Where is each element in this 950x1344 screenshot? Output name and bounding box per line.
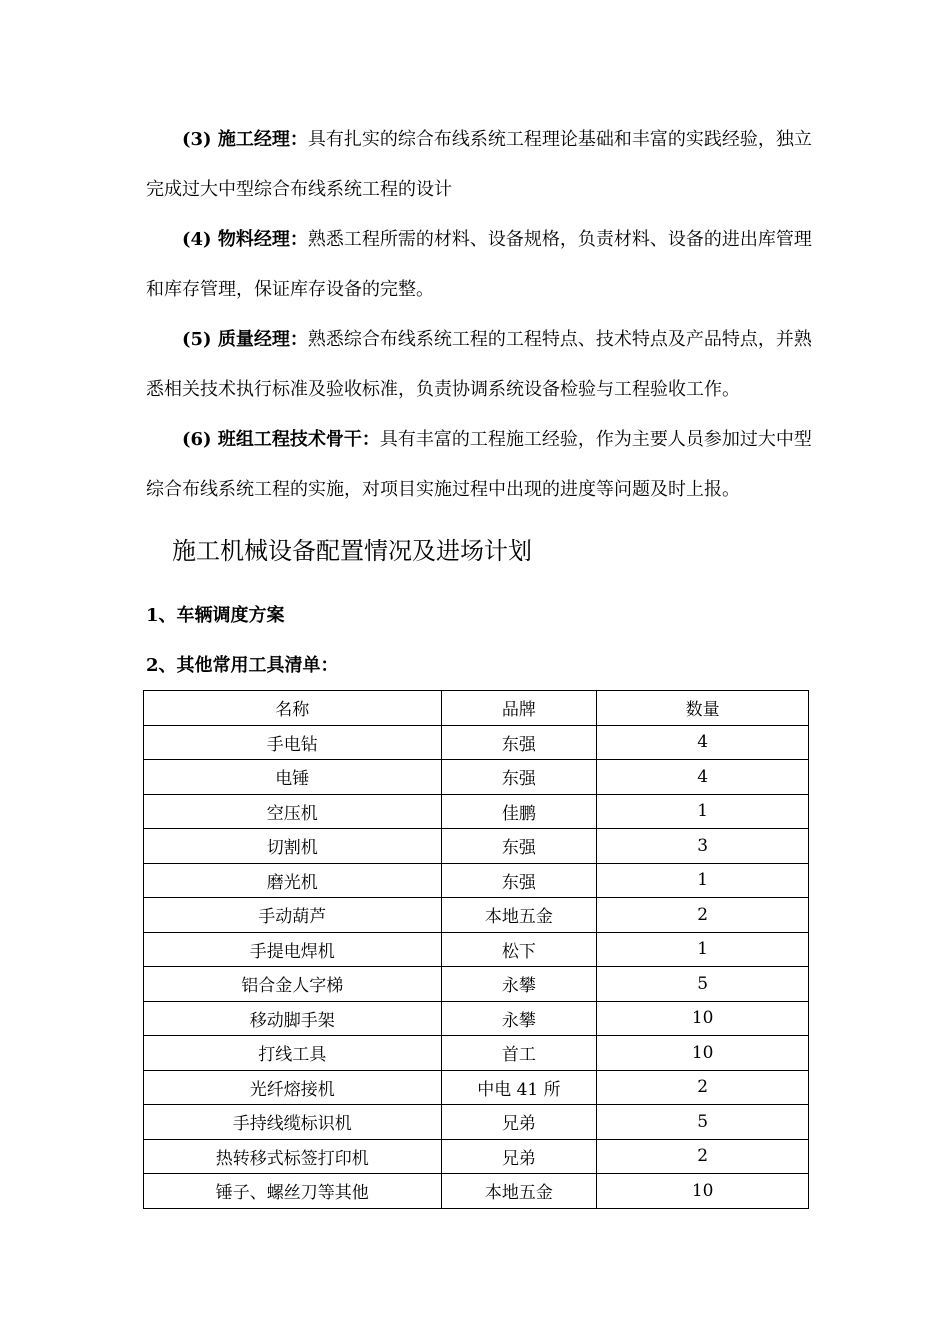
paragraph-text: 熟悉工程所需的材料、设备规格，负责材料、设备的进出库管理和库存管理，保证库存设备的完整。 — [146, 229, 812, 300]
cell-quantity: 3 — [597, 829, 809, 864]
cell-brand: 本地五金 — [441, 898, 597, 933]
paragraph-text: 具有丰富的工程施工经验，作为主要人员参加过大中型综合布线系统工程的实施，对项目实施过程中出现的进度等问题及时上报。 — [146, 429, 812, 500]
cell-name: 磨光机 — [144, 863, 442, 898]
cell-name: 电锤 — [144, 760, 442, 795]
paragraph-text: 熟悉综合布线系统工程的工程特点、技术特点及产品特点，并熟悉相关技术执行标准及验收标准，负责协调系统设备检验与工程验收工作。 — [146, 329, 812, 400]
cell-brand: 佳鹏 — [441, 794, 597, 829]
paragraph-text: 具有扎实的综合布线系统工程理论基础和丰富的实践经验，独立完成过大中型综合布线系统工程的设计 — [146, 129, 812, 200]
cell-quantity: 1 — [597, 932, 809, 967]
cell-brand: 东强 — [441, 863, 597, 898]
paragraph-label: (5) 质量经理： — [182, 329, 308, 350]
cell-name: 锤子、螺丝刀等其他 — [144, 1174, 442, 1209]
paragraph-quality-manager — [146, 315, 814, 415]
section-heading: 施工机械设备配置情况及进场计划 — [172, 537, 532, 565]
cell-quantity: 10 — [597, 1001, 809, 1036]
cell-name: 空压机 — [144, 794, 442, 829]
cell-brand: 首工 — [441, 1036, 597, 1071]
subheading-tool-list: 2、其他常用工具清单： — [146, 655, 339, 676]
cell-brand: 本地五金 — [441, 1174, 597, 1209]
cell-name: 切割机 — [144, 829, 442, 864]
paragraph-label: (4) 物料经理： — [182, 229, 308, 250]
cell-brand: 永攀 — [441, 967, 597, 1002]
table-row — [144, 898, 809, 933]
cell-brand: 东强 — [441, 829, 597, 864]
cell-name: 手持线缆标识机 — [144, 1105, 442, 1140]
cell-brand: 中电 41 所 — [441, 1070, 597, 1105]
cell-brand: 兄弟 — [441, 1105, 597, 1140]
cell-name: 手动葫芦 — [144, 898, 442, 933]
table-row — [144, 932, 809, 967]
cell-name: 光纤熔接机 — [144, 1070, 442, 1105]
paragraph-team-technical-backbone — [146, 415, 814, 515]
table-row — [144, 1174, 809, 1209]
cell-name: 移动脚手架 — [144, 1001, 442, 1036]
cell-quantity: 4 — [597, 725, 809, 760]
cell-quantity: 1 — [597, 863, 809, 898]
paragraph-construction-manager — [146, 115, 814, 215]
cell-quantity: 2 — [597, 898, 809, 933]
cell-quantity: 10 — [597, 1036, 809, 1071]
cell-brand: 永攀 — [441, 1001, 597, 1036]
tools-table — [143, 690, 809, 1209]
cell-brand: 东强 — [441, 760, 597, 795]
header-name: 名称 — [144, 691, 442, 726]
cell-quantity: 2 — [597, 1070, 809, 1105]
cell-name: 热转移式标签打印机 — [144, 1139, 442, 1174]
cell-quantity: 10 — [597, 1174, 809, 1209]
table-row — [144, 1036, 809, 1071]
cell-quantity: 1 — [597, 794, 809, 829]
cell-brand: 松下 — [441, 932, 597, 967]
cell-brand: 兄弟 — [441, 1139, 597, 1174]
table-row — [144, 1105, 809, 1140]
paragraph-materials-manager — [146, 215, 814, 315]
cell-quantity: 5 — [597, 967, 809, 1002]
cell-name: 铝合金人字梯 — [144, 967, 442, 1002]
table-row — [144, 967, 809, 1002]
paragraph-label: (6) 班组工程技术骨干： — [182, 429, 380, 450]
cell-brand: 东强 — [441, 725, 597, 760]
table-row — [144, 1139, 809, 1174]
header-quantity: 数量 — [597, 691, 809, 726]
table-row — [144, 1070, 809, 1105]
table-header-row — [144, 691, 809, 726]
cell-name: 打线工具 — [144, 1036, 442, 1071]
table-row — [144, 794, 809, 829]
cell-quantity: 5 — [597, 1105, 809, 1140]
table-row — [144, 725, 809, 760]
table-row — [144, 1001, 809, 1036]
cell-quantity: 4 — [597, 760, 809, 795]
table-row — [144, 863, 809, 898]
cell-name: 手电钻 — [144, 725, 442, 760]
paragraph-label: (3) 施工经理： — [182, 129, 308, 150]
table-row — [144, 829, 809, 864]
cell-name: 手提电焊机 — [144, 932, 442, 967]
cell-quantity: 2 — [597, 1139, 809, 1174]
header-brand: 品牌 — [441, 691, 597, 726]
subheading-vehicle-dispatch: 1、车辆调度方案 — [146, 605, 285, 626]
table-row — [144, 760, 809, 795]
